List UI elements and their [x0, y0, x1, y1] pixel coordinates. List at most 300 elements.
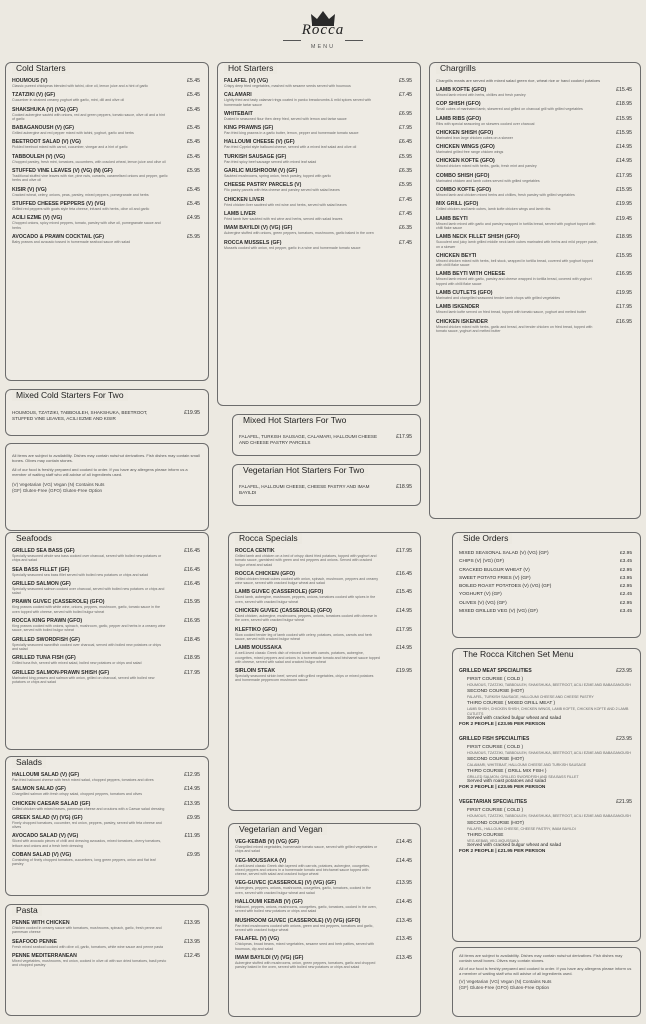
menu-item-description: Grilled chicken and lamb cubes, lamb kofte chicken wings and lamb ribs: [436, 207, 551, 212]
menu-item-price: £9.95: [187, 814, 200, 821]
menu-item-description: Fried chicken liver sautéed with red wine and herbs, served with salad leaves: [224, 202, 347, 207]
menu-item-description: Grilled chicken breast cubes cooked with onion, spinach, mushroom, peppers and creamy wine sauce, served with cracked bulgur wheat and salad: [235, 576, 379, 586]
menu-item-name: KLEFTIKO (GFO): [235, 626, 278, 633]
menu-item-name: AVOCADO SALAD (V) (VG): [12, 833, 79, 840]
menu-item-name: GREEK SALAD (V) (VG) (GF): [12, 814, 83, 821]
menu-item-price: £6.35: [399, 225, 412, 232]
menu-item-price: £5.95: [399, 153, 412, 160]
menu-item-price: £5.95: [399, 78, 412, 84]
pasta-list: [12, 920, 200, 971]
menu-item-description: Chopped onions, spicy mixed peppers, tomato, parsley with olive oil, pomegranate sauce and herbs: [12, 221, 161, 230]
menu-item-price: £13.95: [184, 938, 200, 945]
menu-item-price: £6.45: [399, 139, 412, 146]
menu-item-description: King prawns cooked with white wine, onions, peppers, mushroom, garlic, tomato sauce in the oven topped with cheese, served with boiled bulgur wheat: [12, 605, 161, 614]
menu-item-price: £6.35: [399, 168, 412, 175]
menu-item-description: Slow cooked tender leg of lamb cooked with celery, potatoes, onions, carrots and herb sauce, served with cracked bulgur wheat: [235, 632, 372, 641]
menu-item: [12, 670, 200, 685]
menu-item-price: £7.45: [399, 196, 412, 203]
menu-item-price: £5.95: [187, 233, 200, 240]
chargrills-list: [436, 87, 632, 333]
menu-item-price: £14.45: [396, 857, 412, 864]
menu-item-description: Minced chicken mixed with herbs, garlic, fresh mint and parsley: [436, 164, 537, 169]
menu-item: [12, 187, 200, 197]
menu-item-price: £13.95: [184, 800, 200, 807]
side-order-price: £2.95: [619, 584, 632, 590]
menu-item-description: Lightly fried and tasty calamari rings coated in panko breadcrumbs & mild spices served with homemade tartar sauce: [224, 98, 372, 107]
menu-item: [12, 953, 200, 968]
set-menu-block: [459, 736, 632, 792]
menu-item-price: £17.95: [616, 172, 632, 179]
menu-item-price: £16.95: [616, 318, 632, 325]
menu-item-name: STUFFED CHEESE PEPPERS (V) (VG): [12, 200, 106, 207]
menu-item-name: PRAWN GUVEC (CASSEROLE) (GFO): [12, 599, 105, 606]
menu-item-description: Specially seasoned swordfish cooked over charcoal, served with boiled new potatoes or chips and salad: [12, 642, 162, 651]
menu-item-description: Pan fried king prawns in a garlic butter, lemon, pepper and homemade tomato sauce: [224, 131, 359, 136]
menu-item: [12, 201, 200, 211]
side-order-price: £2.95: [619, 551, 632, 556]
menu-item: [224, 92, 412, 107]
set-menu-serving: Served with cracked bulgur wheat and salad: [467, 715, 562, 721]
menu-subtitle: MENU: [310, 44, 336, 50]
menu-item-name: CHICKEN CAESAR SALAD (GF): [12, 800, 91, 807]
menu-item-name: COMBO KOFTE (GFO): [436, 187, 492, 194]
menu-item-name: LAMB MOUSSAKA: [235, 645, 282, 652]
menu-item: [436, 201, 632, 211]
menu-item-description: Minced lamb mixed with herbs, chillies and fresh parsley: [436, 93, 526, 97]
menu-item-description: Mussels cooked with onion, red pepper, garlic in a wine and homemade tomato sauce: [224, 245, 361, 250]
menu-item-description: Aubergine stuffed with mushrooms, onion, green peppers, tomatoes, garlic and chopped parsley baked in the oven, served with boiled new potatoes or chips and salad: [235, 960, 376, 970]
allergy-availability-note-right: All items are subject to availability. Dishes may contain nuts/nut derivatives. Fish dishes may contain small bones. Olives may contain stones.: [459, 953, 623, 963]
menu-item-price: £5.45: [187, 92, 200, 99]
menu-item-name: VEG-KEBAB (V) (VG) (GF): [235, 839, 299, 845]
menu-item-name: VEG-GUVEC (CASSEROLE) (V) (VG) (GF): [235, 880, 337, 887]
menu-item-price: £15.95: [616, 252, 632, 259]
side-order-price: £3.45: [619, 609, 632, 615]
menu-item-description: Halloumi, peppers, onions, mushrooms, courgettes, garlic, tomatoes, cooked in the oven, served with boiled new potatoes or chips and salad: [235, 905, 377, 914]
menu-item-description: Marinated lean large chicken cubes on a skewer: [436, 135, 513, 140]
menu-item: [12, 154, 200, 164]
menu-item-description: Finely chopped tomatoes, cucumber, red onion, peppers, parsley, served with feta cheese and olives: [12, 820, 162, 830]
hot-starters-section: [217, 62, 421, 406]
menu-item: [12, 125, 200, 135]
menu-item-price: £16.45: [184, 580, 200, 587]
set-menu-course-items: VEG-KEBAB, VEG-MOUSSAKA: [467, 838, 519, 843]
menu-item-price: £14.45: [396, 839, 412, 845]
menu-item-price: £15.45: [396, 589, 412, 596]
menu-item-description: Specially seasoned sea bass fillet served with boiled new potatoes or chips and salad: [12, 572, 149, 577]
menu-item: [224, 111, 412, 121]
menu-item-description: Sliced with avocado pieces of chilli and dressing avocados, mixed tomatoes, cherry tomatoes, lettuce and onions and a fresh herb dressing: [12, 839, 162, 848]
cold-starters-section: [5, 62, 209, 381]
menu-item-description: Pan fried halloumi cheese with fresh mixed salad, chopped peppers, tomatoes and olives: [12, 778, 154, 782]
menu-item: [224, 197, 412, 207]
menu-item: [224, 182, 412, 192]
set-menu-heading: [459, 668, 632, 674]
menu-item-name: CHICKEN WINGS (GFO): [436, 144, 495, 151]
veg-hot-starters-item: [239, 484, 412, 496]
menu-item-name: LAMB KOFTE (GFO): [436, 87, 487, 93]
menu-item-description: Minced lamb and chicken mixed herbs and chillies, fresh parsley with grilled vegetables: [436, 193, 575, 198]
veg-hot-starters-desc: FALAFEL, HALLOUMI CHEESE, CHEESE PASTRY AND IMAM BAYILDI: [239, 484, 370, 495]
set-menu-course-items: CALAMARI, WHITEBAIT, HALLOUMI CHEESE AND TURKISH SAUSAGE: [467, 763, 587, 768]
menu-item-price: £11.95: [184, 833, 200, 840]
menu-item-description: Pan fried spicy beef sausage served with mixed leaf salad: [224, 159, 317, 164]
menu-item: [12, 833, 200, 848]
menu-item-description: Chickpeas, broad beans, mixed vegetables, sesame seed and herb patties, served with houmous, dip and salad: [235, 942, 375, 951]
menu-item-price: £7.45: [399, 239, 412, 246]
menu-item-name: SEA BASS FILLET (GF): [12, 566, 70, 573]
set-menu-course: SECOND COURSE (HOT): [467, 820, 525, 826]
menu-item-price: £13.95: [184, 920, 200, 926]
menu-item: [235, 627, 412, 642]
menu-item: [436, 87, 632, 97]
menu-item-name: MUSHROOM GUVEC (CASSEROLE) (V) (VG) (GFO): [235, 917, 361, 924]
menu-item-price: £15.95: [616, 115, 632, 122]
menu-item-price: £5.45: [187, 153, 200, 160]
menu-item-price: £14.95: [616, 144, 632, 151]
menu-item-description: Crispy deep fried vegetables, mashed with sesame seeds served with houmous: [224, 84, 351, 88]
menu-item-price: £16.95: [184, 618, 200, 625]
side-order-price: £2.95: [619, 600, 632, 606]
menu-item: [224, 211, 412, 221]
set-menu-course-items: GRILLED SALMON, GRILLED SWORDFISH AND SEA BASS FILLET: [467, 775, 579, 780]
side-order-name: MIXED GRILLED VEG (V) (VG) (GF): [459, 609, 538, 615]
menu-item-name: SEAFOOD PENNE: [12, 938, 57, 945]
menu-item-price: £12.45: [184, 952, 200, 959]
menu-item: [12, 234, 200, 244]
menu-item-description: Ribs with special seasoning on skewers cooked over charcoal: [436, 121, 535, 126]
menu-item-description: Aubergine stuffed with onions, green peppers, tomatoes, mushrooms, garlic baked in the oven: [224, 231, 374, 236]
menu-item: [12, 548, 200, 563]
hot-starters-list: [224, 78, 412, 254]
menu-item-description: Fried lamb liver sautéed with red wine and herbs, served with salad leaves: [224, 216, 343, 221]
menu-item-name: LAMB BEYTI: [436, 215, 468, 222]
menu-item-price: £13.95: [396, 880, 412, 887]
menu-item-price: £18.95: [616, 101, 632, 108]
menu-item-description: Chopped parsley, fresh mint, tomatoes, cucumbers, with cracked wheat, lemon juice and olive oil: [12, 159, 166, 164]
salads-title: Salads: [12, 756, 46, 768]
set-menu-course: FIRST COURSE ( COLD ): [467, 744, 524, 750]
set-menu-block: [459, 668, 632, 728]
side-orders-section: [452, 532, 641, 638]
set-menu-price: £23.95: [616, 735, 632, 742]
veg-hot-starters-section: [232, 464, 421, 506]
menu-item: [436, 130, 632, 140]
menu-item-price: £18.45: [184, 636, 200, 643]
side-order-price: £2.45: [619, 592, 632, 598]
menu-item-description: Diced lamb, aubergine, mushroom, peppers, onions, tomatoes cooked with spices in the oven, served with cracked bulgur wheat: [235, 595, 376, 604]
menu-item-description: Traditional stuffed vine leaves with rice, pine nuts, currants, caramelised onions and pepper, garlic herbs and olive oil: [12, 174, 168, 183]
menu-item-price: £14.45: [396, 899, 412, 906]
menu-item-name: LAMB LIVER: [224, 210, 256, 217]
menu-item-price: £15.45: [616, 87, 632, 93]
menu-item-name: ROCCA MUSSELS (GF): [224, 239, 282, 246]
mixed-cold-starters-desc: HOUMOUS, TZATZIKI, TABBOULEH, SHAKSHUKA, BEETROOT, STUFFED VINE LEAVES, ACILI EZME AND KISIR: [12, 410, 148, 421]
side-orders-list: [459, 550, 632, 616]
menu-item-name: STUFFED VINE LEAVES (V) (VG) (N) (GF): [12, 168, 113, 175]
side-order-item: [459, 600, 632, 608]
menu-item: [224, 125, 412, 135]
menu-item-name: COMBO SHISH (GFO): [436, 172, 490, 179]
set-menu-serving: Served with cracked bulgur wheat and salad: [467, 843, 562, 849]
menu-item-name: CALAMARI: [224, 92, 252, 99]
menu-item-description: Chargrilled mixed vegetables, homemade tomato sauce, served with grilled vegetables or chips and salad: [235, 845, 378, 854]
side-order-name: OLIVES (V) (VG) (GF): [459, 600, 507, 606]
menu-item-price: £14.95: [396, 645, 412, 652]
menu-item: [436, 319, 632, 334]
menu-item: [12, 168, 200, 183]
menu-item: [436, 144, 632, 154]
menu-item-description: Pan fried mushrooms cooked with onions, green and red peppers, tomatoes and garlic, served with cracked bulgur wheat: [235, 923, 374, 932]
menu-item: [235, 880, 412, 895]
menu-item: [235, 918, 412, 933]
set-menu-course: THIRD COURSE ( GRILL MIX FISH ): [467, 769, 547, 775]
menu-item-name: SALMON SALAD (GF): [12, 786, 66, 793]
menu-item-description: A well-loved classic Greek dish of minced lamb with carrots, potatoes, aubergine, courgettes, mixed peppers and onions in a homemade tomato and béchamel sauce topped with cheese, served with salad and cracked bulgur wheat: [235, 651, 380, 664]
menu-item-name: CHICKEN SHISH (GFO): [436, 129, 494, 136]
pasta-section: [5, 904, 209, 1016]
menu-item-price: £13.45: [396, 954, 412, 961]
menu-item: [224, 78, 412, 88]
menu-item: [235, 589, 412, 604]
mixed-cold-starters-section: [5, 389, 209, 436]
cold-starters-title: Cold Starters: [12, 62, 70, 74]
side-order-price: £3.95: [619, 575, 632, 581]
menu-item-price: £7.95: [399, 125, 412, 132]
side-order-item: [459, 608, 632, 616]
menu-item-description: Minced chicken mixed with herbs, garlic and bread, and tender chicken on fried bread, topped with tomato sauce, yoghurt and melted butter: [436, 324, 593, 333]
dietary-legend-right-line2: (GF) Gluten-Free (GFO) Gluten-Free Option: [459, 985, 550, 990]
menu-item-name: COBAN SALAD (V) (VG): [12, 852, 72, 859]
menu-item-name: GRILLED SWORDFISH (GF): [12, 636, 81, 643]
veg-hot-starters-title: Vegetarian Hot Starters For Two: [239, 464, 368, 476]
set-menu-course-items: HOUMOUS, TZATZIKI, TABBOULEH, SHAKSHUKA, BEETROOT, ACILI EZME AND BABAGANOUSH: [467, 750, 631, 755]
menu-item-price: £5.45: [187, 200, 200, 207]
chargrills-section: [429, 62, 641, 519]
menu-item: [224, 139, 412, 149]
menu-item-price: £14.95: [184, 786, 200, 793]
menu-item-price: £7.45: [399, 210, 412, 217]
menu-item-price: £7.45: [399, 92, 412, 99]
seafoods-title: Seafoods: [12, 532, 56, 544]
menu-item-name: WHITEBAIT: [224, 110, 253, 117]
mixed-cold-starters-price: £19.95: [184, 410, 200, 416]
menu-item-description: Consisting of finely chopped tomatoes, cucumbers, long green peppers, onion and flat leaf parsley: [12, 858, 156, 867]
menu-item: [235, 858, 412, 877]
menu-item: [12, 78, 200, 88]
menu-item-description: Cooked aubergine sautéd with onions, red and green peppers, tomato sauce, olive oil and a hint of garlic: [12, 112, 165, 121]
set-menu-serving: Served with roast potatoes and salad: [467, 779, 546, 785]
menu-item-description: Small cubes of marinated lamb, skewered and grilled on charcoal grill with grilled vegetables: [436, 107, 583, 112]
menu-item-price: £6.95: [399, 110, 412, 117]
menu-item-name: HALLOUMI SALAD (V) (GF): [12, 772, 80, 778]
menu-item: [12, 920, 200, 935]
menu-item-price: £16.45: [396, 570, 412, 577]
menu-item-description: Filo pastry parcels with feta cheese and parsley served with salad leaves: [224, 188, 340, 193]
menu-item-description: Aubergines, peppers, onions, mushrooms, courgettes, garlic, tomatoes, cooked in the oven, served with cracked bulgur wheat and salad: [235, 886, 372, 895]
menu-item-description: Marinated king prawns and salmon with onion, grilled on charcoal, served with boiled new potatoes or chips and salad: [12, 675, 155, 684]
menu-item-name: FALAFEL (V) (VG): [224, 78, 268, 84]
allergy-preparation-note-right: All of our food is freshly prepared and cooked to order. If you have any allergens please inform us a member of waiting staff who will advise of all ingredients used.: [459, 966, 632, 976]
side-order-item: [459, 591, 632, 599]
menu-item-name: ROCCA CHICKEN (GFO): [235, 570, 296, 577]
menu-item-name: CHICKEN ISKENDER: [436, 318, 488, 325]
menu-item-price: £13.45: [396, 936, 412, 943]
set-menu-title: The Rocca Kitchen Set Menu: [459, 648, 578, 660]
menu-item: [436, 304, 632, 314]
menu-item-price: £5.95: [187, 168, 200, 175]
menu-item-price: £19.95: [616, 290, 632, 297]
menu-item-name: PENNE WITH CHICKEN: [12, 920, 70, 926]
menu-item-description: Minced lamb mixed with garlic, parsley and cheese wrapped in tortilla bread, covered with yoghurt topped with chilli flake sauce: [436, 277, 592, 286]
menu-item: [12, 567, 200, 577]
mixed-hot-starters-desc: FALAFEL, TURKISH SAUSAGE, CALAMARI, HALLOUMI CHEESE AND CHEESE PASTRY PARCELS: [239, 434, 378, 445]
menu-item-name: CHICKEN LIVER: [224, 196, 265, 203]
menu-item-description: Grilled tuna fish, served with mixed salad, boiled new potatoes or chips and salad: [12, 661, 142, 666]
set-menu-name: GRILLED MEAT SPECIALITIES: [459, 668, 532, 674]
menu-item-name: PENNE MEDITERRANEAN: [12, 952, 77, 959]
menu-item-price: £5.45: [187, 78, 200, 84]
menu-item-description: Minced lamb mixed with garlic and parsley wrapped in tortilla bread, served with yoghurt topped with chilli flake sauce: [436, 221, 596, 230]
menu-item-name: HALLOUMI KEBAB (V) (GF): [235, 899, 303, 906]
menu-item-price: £9.95: [187, 852, 200, 859]
menu-item-name: COP SHISH (GFO): [436, 101, 481, 108]
menu-item-name: HALLOUMI CHEESE (V) (GF): [224, 139, 295, 146]
seafoods-section: [5, 532, 209, 750]
menu-item-price: £16.45: [184, 548, 200, 554]
menu-item-description: Chargrilled salmon with fresh crispy salad, chopped peppers, tomatoes and olives: [12, 792, 143, 797]
menu-item-description: Marinated and chargrilled seasoned tender lamb chops with grilled vegetables: [436, 296, 561, 301]
veg-hot-starters-price: £18.95: [396, 484, 412, 490]
menu-item-description: Pickled beetroot mixed with carrot, cucumber, vinegar and a hint of garlic: [12, 145, 128, 150]
side-order-item: [459, 558, 632, 566]
menu-item-name: CHEESE PASTRY PARCELS (V): [224, 182, 302, 189]
menu-item-price: £18.95: [184, 655, 200, 662]
side-order-item: [459, 583, 632, 591]
seafoods-list: [12, 548, 200, 688]
set-menu-people: FOR 2 PEOPLE | £21.95 PER PERSON: [459, 849, 546, 855]
menu-item: [235, 839, 412, 854]
menu-item-name: BABAGANOUSH (V) (GF): [12, 125, 74, 132]
menu-item-name: CHICKEN BEYTI: [436, 252, 477, 259]
menu-item: [436, 216, 632, 231]
side-order-name: BOILED ROAST POTATOES (V) (VG) (GF): [459, 584, 552, 590]
menu-item-name: FALAFEL (V) (VG): [235, 936, 279, 943]
set-menu-block: [459, 799, 632, 855]
menu-item: [12, 637, 200, 652]
menu-item-name: GRILLED SALMON-PRAWN SHISH (GF): [12, 669, 110, 676]
set-menu-name: GRILLED FISH SPECIALITIES: [459, 735, 530, 742]
menu-item-price: £5.45: [187, 186, 200, 193]
menu-item: [12, 655, 200, 665]
menu-item-description: Grilled aubergine and red pepper mixed with tahini, yoghurt, garlic and herbs: [12, 131, 134, 136]
set-menu-course-items: FALAFEL, TURKISH SAUSAGE, HALLOUMI CHEESE AND CHEESE PASTRY: [467, 695, 594, 700]
menu-item-name: TZATZIKI (V) (GF): [12, 92, 56, 99]
menu-item: [12, 815, 200, 830]
vegetarian-vegan-title: Vegetarian and Vegan: [235, 823, 327, 835]
menu-item: [224, 240, 412, 250]
set-menu-course-items: HOUMOUS, TZATZIKI, TABBOULEH, SHAKSHUKA, BEETROOT, ACILI EZME AND BABAGANOUSH: [467, 683, 631, 687]
chargrills-title: Chargrills: [436, 62, 480, 74]
menu-item: [12, 618, 200, 633]
menu-item-description: Diced chicken, aubergine, mushrooms, peppers, onions, tomatoes cooked with cheese in the oven, served with cracked bulgur wheat: [235, 614, 377, 623]
dietary-legend-right-line1: (V) Vegetarian (VG) Vegan (N) Contains Nuts: [459, 979, 552, 984]
menu-item-description: Specially seasoned whole sea bass cooked over charcoal, served with boiled new potatoes or chips and salad: [12, 554, 162, 563]
side-order-item: [459, 550, 632, 558]
side-order-name: CRACKED BULGUR WHEAT (V): [459, 567, 530, 573]
menu-item: [436, 290, 632, 300]
pasta-title: Pasta: [12, 904, 42, 916]
menu-item-price: £15.95: [184, 599, 200, 606]
menu-item-price: £16.45: [184, 566, 200, 573]
menu-item: [235, 955, 412, 970]
menu-header: [0, 0, 646, 56]
menu-item: [12, 852, 200, 867]
salads-list: [12, 772, 200, 871]
menu-item-price: £19.95: [396, 668, 412, 675]
menu-item-name: MIX GRILL (GFO): [436, 201, 479, 208]
menu-item-name: GARLIC MUSHROOM (V) (GF): [224, 168, 298, 175]
menu-item-name: LAMB RIBS (GFO): [436, 115, 481, 122]
rocca-specials-title: Rocca Specials: [235, 532, 302, 544]
menu-item: [235, 936, 412, 951]
vegetarian-vegan-list: [235, 839, 412, 973]
menu-item-name: ROCCA CENTIK: [235, 548, 275, 554]
menu-item-description: Specially seasoned sirloin beef, served with grilled vegetables, chips or mixed potatoes and homemade peppercorn mushroom sauce: [235, 674, 374, 683]
side-order-price: £3.45: [619, 559, 632, 565]
set-menu-course: THIRD COURSE ( MIXED GRILL MEAT ): [467, 701, 556, 707]
menu-item-name: GRILLED TUNA FISH (GF): [12, 655, 76, 662]
menu-item-description: King prawns cooked with onions, spinach, mushroom, garlic, pepper and herbs in a creamy wine sauce, served with boiled bulgur wheat: [12, 624, 166, 633]
menu-item-description: Dusted in seasoned flour then deep fried, served with lemon and tartar sauce: [224, 116, 347, 121]
set-menu-course: SECOND COURSE (HOT): [467, 757, 525, 763]
side-order-name: CHIPS (V) (VG) (GF): [459, 559, 505, 565]
menu-item-description: Marinated grilled free range chicken wings: [436, 150, 504, 155]
menu-item-price: £5.95: [399, 182, 412, 189]
allergy-info-left: [5, 443, 209, 531]
menu-item-price: £13.45: [396, 917, 412, 924]
menu-item-name: TABBOULEH (V) (VG): [12, 153, 65, 160]
menu-item-name: TURKISH SAUSAGE (GF): [224, 153, 287, 160]
set-menu-section: [452, 648, 641, 942]
mixed-hot-starters-price: £17.95: [396, 434, 412, 440]
menu-item-description: Grilled chicken with mixed leaves, parmesan cheese and croutons with a Caesar salad dressing: [12, 806, 165, 811]
mixed-hot-starters-section: [232, 414, 421, 456]
menu-item-price: £17.95: [616, 304, 632, 311]
menu-item-description: Sautéed mushrooms, spring onion, fresh parsley, topped with garlic: [224, 174, 332, 179]
menu-item-price: £17.95: [184, 669, 200, 676]
menu-item-name: LAMB GUVEC (CASSEROLE) (GFO): [235, 589, 324, 596]
menu-item-name: IMAM BAYILDI (V) (VG) (GF): [235, 954, 304, 961]
menu-item: [235, 571, 412, 586]
menu-item: [12, 107, 200, 122]
menu-item-name: KISIR (V) (VG): [12, 186, 47, 193]
rocca-specials-section: [228, 532, 421, 811]
menu-item-price: £5.45: [187, 106, 200, 113]
mixed-cold-starters-title: Mixed Cold Starters For Two: [12, 389, 128, 401]
menu-item-name: HOUMOUS (V): [12, 78, 48, 84]
menu-item: [12, 581, 200, 596]
menu-item: [436, 234, 632, 249]
hot-starters-title: Hot Starters: [224, 62, 277, 74]
menu-item: [12, 786, 200, 796]
dietary-legend-line2: (GF) Gluten-Free (GFO) Gluten-Free Option: [12, 488, 103, 493]
menu-item-price: £19.45: [616, 215, 632, 222]
set-menu-price: £21.95: [616, 799, 632, 806]
menu-item: [436, 253, 632, 268]
set-menu-course: FIRST COURSE ( COLD ): [467, 677, 524, 682]
menu-item-description: Specially seasoned salmon cooked over charcoal, served with boiled new potatoes or chips and salad: [12, 586, 165, 596]
